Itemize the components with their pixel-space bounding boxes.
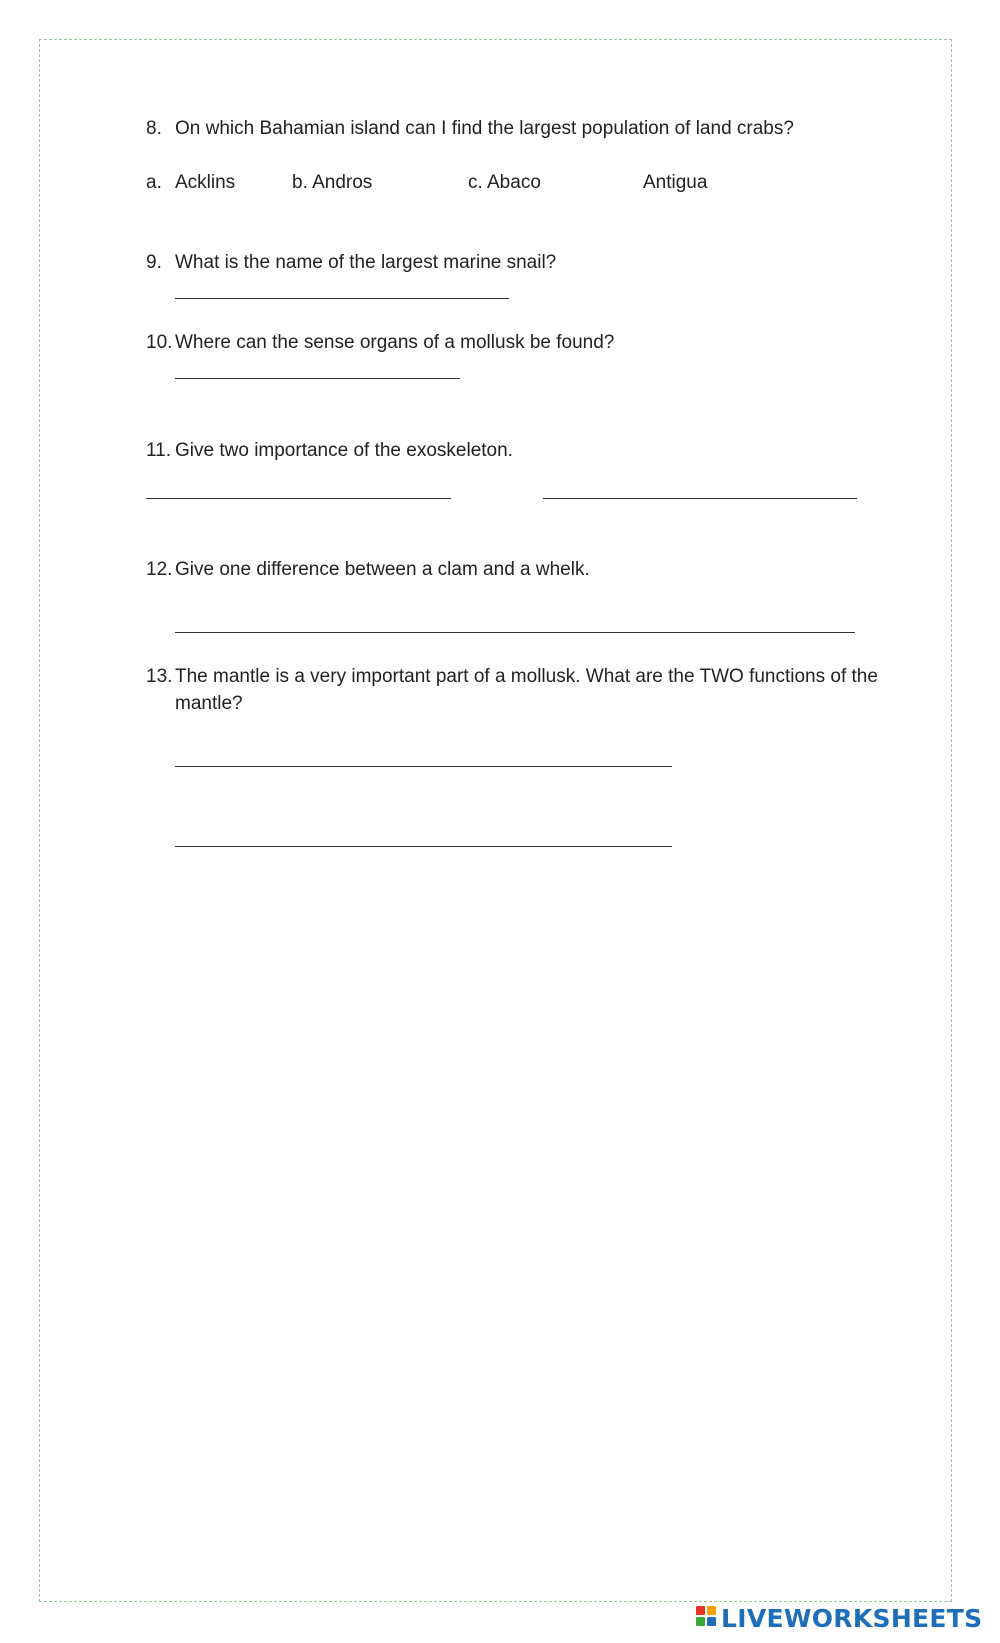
q8-text: On which Bahamian island can I find the largest population of land crabs? bbox=[175, 118, 794, 139]
q11-answer-line-1[interactable] bbox=[146, 498, 451, 499]
q13-number: 13. bbox=[146, 666, 173, 687]
q13-text-line2: mantle? bbox=[175, 693, 243, 714]
q8-number: 8. bbox=[146, 118, 162, 139]
liveworksheets-logo[interactable] bbox=[696, 1602, 982, 1634]
q12-answer-line[interactable] bbox=[175, 632, 855, 633]
q10-text: Where can the sense organs of a mollusk be found? bbox=[175, 332, 615, 353]
q8-option-c[interactable]: c. Abaco bbox=[468, 172, 541, 193]
q9-number: 9. bbox=[146, 252, 162, 273]
q11-number: 11. bbox=[146, 440, 172, 461]
q10-answer-line[interactable] bbox=[175, 378, 460, 379]
q8-option-d[interactable]: Antigua bbox=[643, 172, 708, 193]
q12-number: 12. bbox=[146, 559, 173, 580]
q9-text: What is the name of the largest marine snail? bbox=[175, 252, 557, 273]
q11-answer-line-2[interactable] bbox=[543, 498, 857, 499]
q11-text: Give two importance of the exoskeleton. bbox=[175, 440, 513, 461]
q13-answer-line-2[interactable] bbox=[175, 846, 672, 847]
q13-answer-line-1[interactable] bbox=[175, 766, 672, 767]
q12-text: Give one difference between a clam and a whelk. bbox=[175, 559, 590, 580]
q13-text-line1: The mantle is a very important part of a mollusk. What are the TWO functions of the bbox=[175, 666, 878, 687]
q10-number: 10. bbox=[146, 332, 173, 353]
q8-option-a-letter: a. bbox=[146, 172, 162, 193]
q9-answer-line[interactable] bbox=[175, 298, 509, 299]
q8-option-b[interactable]: b. Andros bbox=[292, 172, 373, 193]
logo-text: LIVEWORKSHEETS bbox=[721, 1603, 983, 1633]
logo-cubes-icon bbox=[696, 1605, 718, 1631]
q8-option-a[interactable]: Acklins bbox=[175, 172, 236, 193]
